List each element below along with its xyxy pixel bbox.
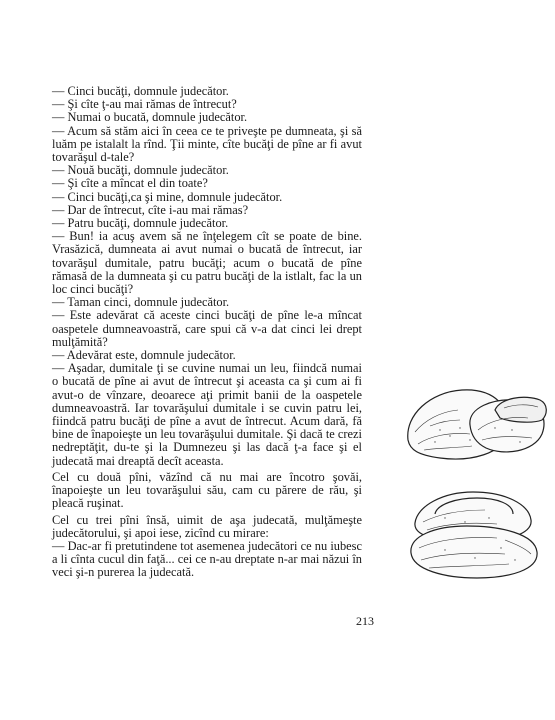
- paragraph: — Este adevărat că aceste cinci bucăţi de pîne le-a mîncat oaspetele dumneavoastră, care spui că v-a dat cinci lei drept mulţămită?: [52, 308, 362, 349]
- paragraph: — Şi cîte ţ-au mai rămas de întrecut?: [52, 97, 237, 112]
- paragraph: Cel cu trei pîni însă, uimit de aşa judecată, mulţămeşte judecătorului, şi apoi iese, zicînd cu mirare:: [52, 512, 362, 540]
- paragraph: — Dac-ar fi pretutindene tot asemenea judecători ce nu iubesc a li cînta cucul din faţă... cei ce n-au dreptate n-ar mai năzui în veci şi-n purerea la judecată.: [52, 538, 362, 580]
- paragraph: — Cinci bucăţi,ca şi mine, domnule judecător.: [52, 189, 283, 204]
- story-text: [52, 85, 362, 580]
- paragraph: — Nouă bucăţi, domnule judecător.: [52, 163, 229, 178]
- bread-loaves-illustration: [405, 478, 545, 583]
- paragraph: — Acum să stăm aici în ceea ce te priveşte pe dumneata, şi să luăm pe istalalt la rînd. Ţii minte, cîte bucăţi de pîne ar fi avut tovarăşul d-tale?: [52, 123, 362, 165]
- paragraph: Cel cu două pîni, văzînd că nu mai are încotro şovăi, înapoieşte un leu tovarăşului său, cam cu părere de rău, şi pleacă ruşinat.: [52, 469, 362, 511]
- paragraph: — Şi cîte a mîncat el din toate?: [52, 176, 208, 191]
- bread-loaves-illustration: [400, 370, 550, 475]
- paragraph: — Aşadar, dumitale ţi se cuvine numai un leu, fiindcă numai o bucată de pîne ai avut de întrecut şi aceasta ca şi cum ai fi avut-o de vînzare, deoarece aţi primit banii de la oaspetele dumneavoastră. Iar tovarăşului dumitale i se cuvin patru lei, fiindcă patru bucăţi de pîne a avut de întrecut. Acum dară, fă bine de înapoieşte un leu tovarăşului dumitale. Şi dacă te crezi nedreptăţit, du-te şi la Dumnezeu şi las dacă ţ-a face şi el judecată mai dreaptă decît aceasta.: [52, 361, 362, 468]
- paragraph: — Adevărat este, domnule judecător.: [52, 348, 236, 363]
- paragraph: — Cinci bucăţi, domnule judecător.: [52, 84, 229, 98]
- paragraph: — Bun! ia acuş avem să ne înţelegem cît se poate de bine. Vrasăzică, dumneata ai avut numai o bucată de întrecut, iar tovarăşul dumitale, patru bucăţi; acum o bucată de pîne rămasă de la dumneata şi cu patru bucăţi de la istlalt, fac la un loc cinci bucăţi?: [52, 229, 362, 297]
- paragraph: — Taman cinci, domnule judecător.: [52, 295, 230, 310]
- paragraph: — Dar de întrecut, cîte i-au mai rămas?: [52, 202, 249, 217]
- page-number: 213: [356, 614, 374, 628]
- paragraph: — Numai o bucată, domnule judecător.: [52, 110, 248, 125]
- paragraph: — Patru bucăţi, domnule judecător.: [52, 216, 229, 231]
